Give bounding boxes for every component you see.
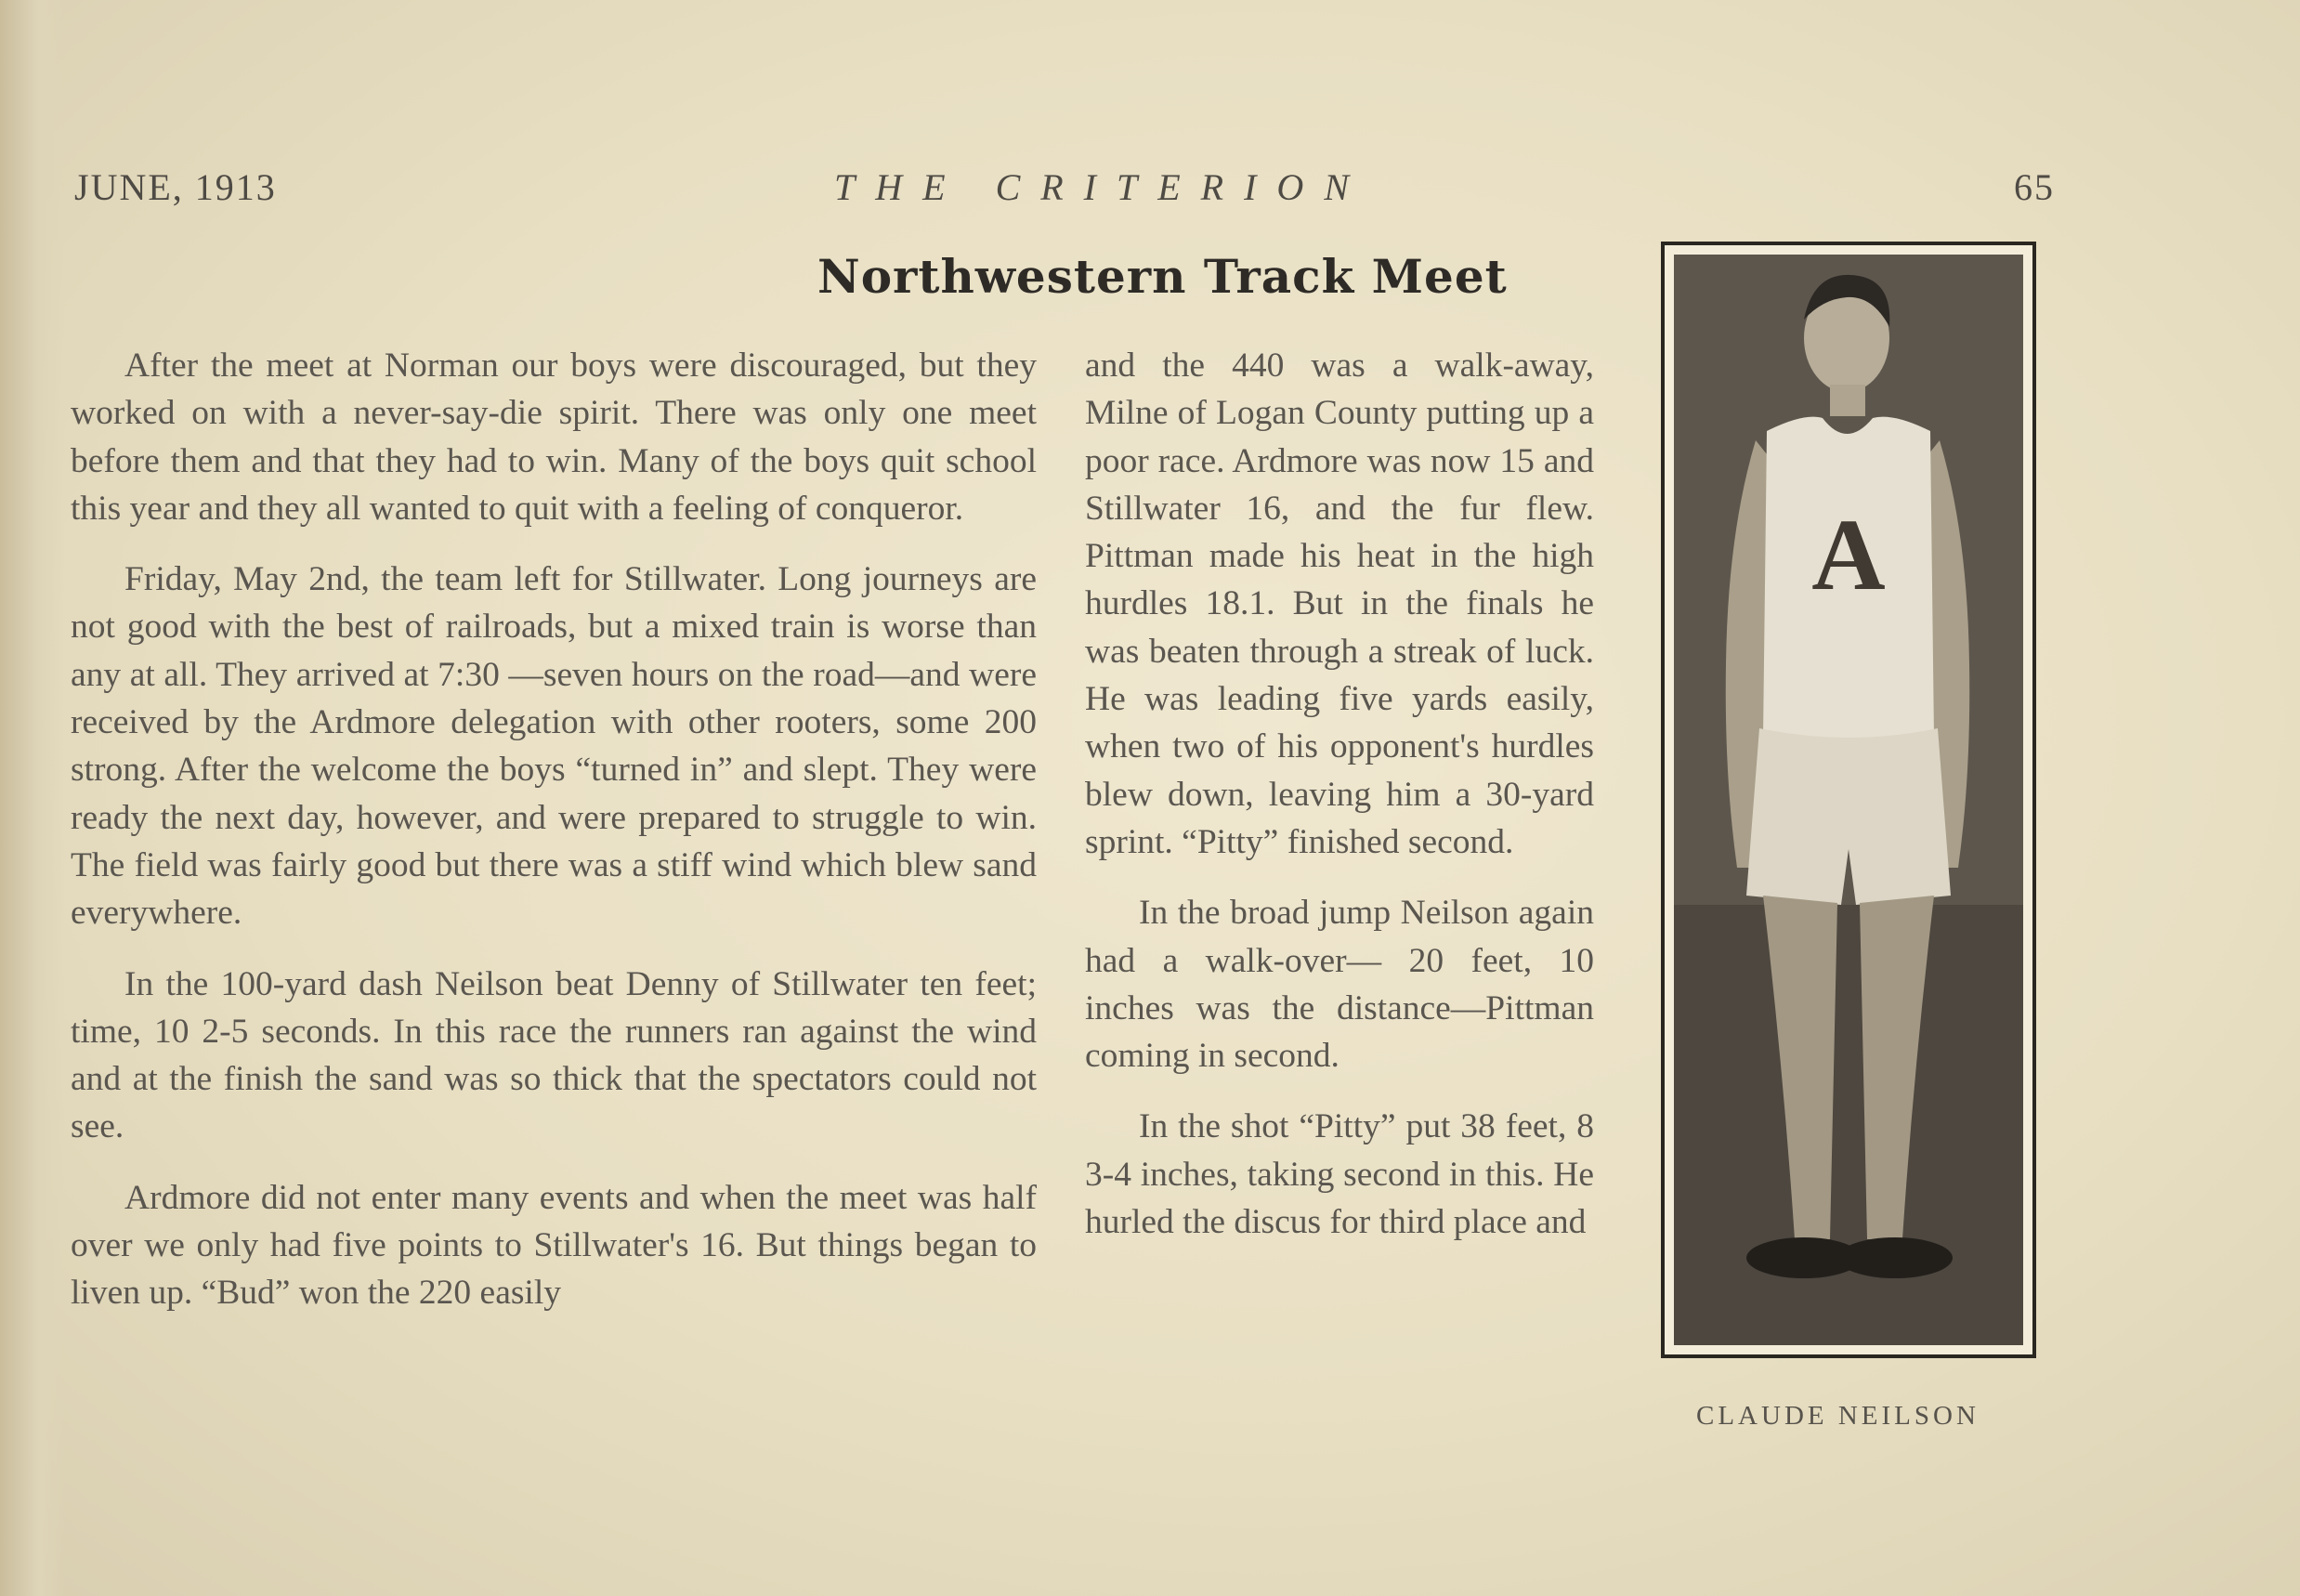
paragraph: In the broad jump Neilson again had a walk-over— 20 feet, 10 inches was the distance—Pittman coming in second. <box>1085 894 1594 1076</box>
article-column-2 <box>1085 342 1594 1246</box>
paragraph: In the shot “Pitty” put 38 feet, 8 3-4 inches, taking second in this. He hurled the discus for third place and <box>1085 1107 1594 1242</box>
paragraph: After the meet at Norman our boys were discouraged, but they worked on with a never-say-die spirit. There was only one meet before them and that they had to win. Many of the boys quit school this year and they all wanted to quit with a feeling of conqueror. <box>71 347 1037 528</box>
article-column-1 <box>71 342 1037 1317</box>
issue-date: JUNE, 1913 <box>74 166 277 208</box>
paragraph: In the 100-yard dash Neilson beat Denny of Stillwater ten feet; time, 10 2-5 seconds. In this race the runners ran against the wind and at the finish the sand was so thick that the spectators could not see. <box>71 964 1037 1146</box>
page-binding-edge <box>0 0 65 1596</box>
page-number: 65 <box>2014 166 2055 208</box>
jersey-letter: A <box>1811 498 1886 611</box>
paragraph: Friday, May 2nd, the team left for Stillwater. Long journeys are not good with the best of railroads, but a mixed train is worse than any at all. They arrived at 7:30 —seven hours on the road—and were received by the Ardmore delegation with other rooters, some 200 strong. After the welcome the boys “turned in” and slept. They were ready the next day, however, and were prepared to struggle to win. The field was fairly good but there was a stiff wind which blew sand everywhere. <box>71 560 1037 933</box>
article-title: Northwestern Track Meet <box>817 249 1508 304</box>
publication-name: THE CRITERION <box>834 166 1369 208</box>
athlete-photo <box>1674 255 2023 1345</box>
athlete-photo-frame <box>1661 242 2036 1358</box>
athlete-figure-illustration <box>1674 255 2023 1345</box>
paragraph: and the 440 was a walk-away, Milne of Logan County putting up a poor race. Ardmore was now 15 and Stillwater 16, and the fur flew. Pittman made his heat in the high hurdles 18.1. But in the finals he was beaten through a streak of luck. He was leading five yards easily, when two of his opponent's hurdles blew down, leaving him a 30-yard sprint. “Pitty” finished second. <box>1085 347 1594 861</box>
photo-caption: CLAUDE NEILSON <box>1696 1401 1980 1431</box>
paragraph: Ardmore did not enter many events and when the meet was half over we only had five points to Stillwater's 16. But things began to liven up. “Bud” won the 220 easily <box>71 1178 1037 1313</box>
